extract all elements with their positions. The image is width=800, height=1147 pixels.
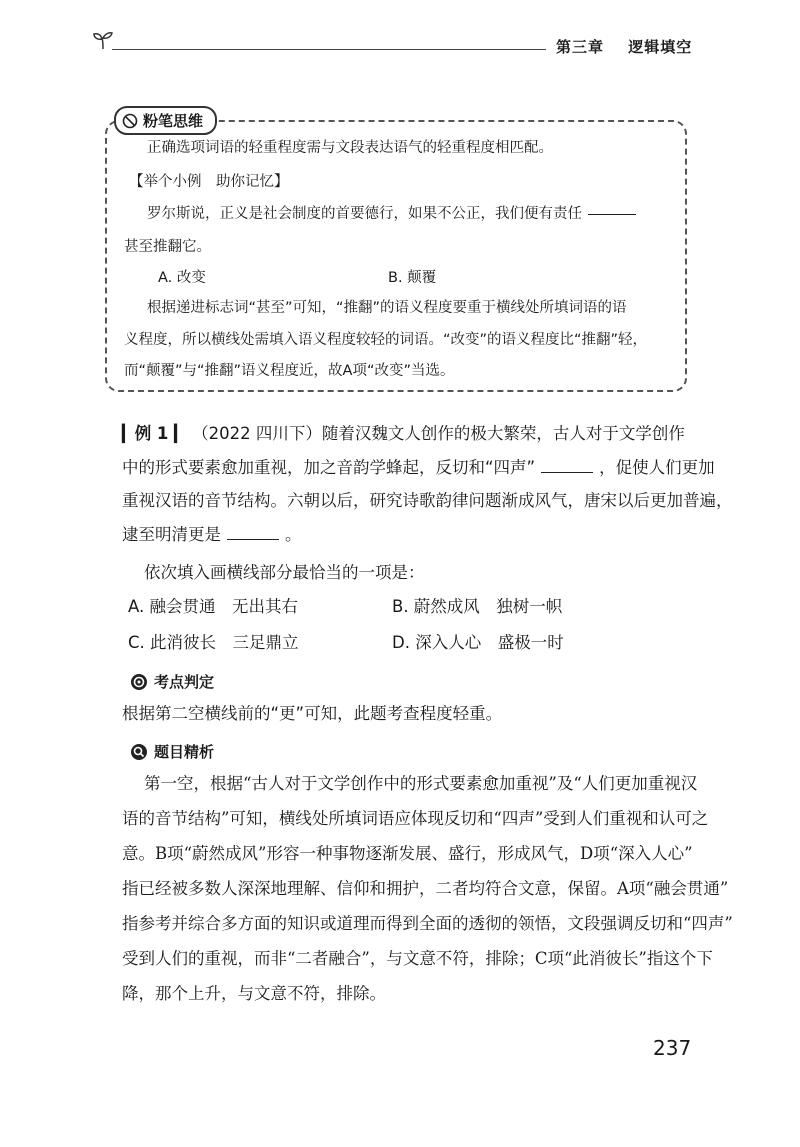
example-line3: 重视汉语的音节结构。六朝以后，研究诗歌韵律问题渐成风气，唐宋以后更加普遍， [122,491,733,510]
example-line2 [122,460,715,477]
option-d: D. 深入人心 盛极一时 [392,633,564,652]
tip-option-a: A. 改变 [158,270,206,286]
analysis-line: 指已经被多数人深深地理解、信仰和拥护，二者均符合文意，保留。A项“融会贯通” [122,879,729,898]
tip-question-line1 [147,207,636,222]
analysis-title: 题目精析 [154,743,215,761]
example-marker: ▎例 1 ▎ [122,424,187,443]
answer-blank [588,213,636,215]
example-source: （2022 四川下） [192,424,322,443]
tip-question-line2: 甚至推翻它。 [124,239,211,255]
option-c: C. 此消彼长 三足鼎立 [128,633,299,652]
example-text2a: 中的形式要素愈加重视，加之音韵学蜂起，反切和“四声” [122,458,536,477]
example-text1: 随着汉魏文人创作的极大繁荣，古人对于文学创作 [321,424,685,443]
example-text2b: ，促使人们更加 [599,458,715,477]
target-icon [130,673,148,691]
tip-tag-label: 粉笔思维 [143,112,204,130]
tip-explanation-line1: 根据递进标志词“甚至”可知，“推翻”的语义程度要重于横线处所填词语的语 [147,300,627,316]
option-b: B. 蔚然成风 独树一帜 [392,597,563,616]
tip-explanation-line3: 而“颠覆”与“推翻”语义程度近，故A项“改变”当选。 [124,363,455,379]
chapter-label: 第三章 [556,38,605,56]
example-prompt: 依次填入画横线部分最恰当的一项是： [144,563,425,582]
example-line1 [122,426,685,443]
page-number: 237 [653,1036,692,1060]
ban-icon [122,113,138,129]
judge-text: 根据第二空横线前的“更”可知，此题考查程度轻重。 [122,704,503,723]
analysis-heading [130,741,214,762]
option-a: A. 融会贯通 无出其右 [128,597,298,616]
example-text4a: 逮至明清更是 [122,525,221,544]
tip-option-b: B. 颠覆 [388,270,437,286]
example-blank-2 [227,539,279,540]
tip-question-text: 罗尔斯说，正义是社会制度的首要德行，如果不公正，我们便有责任 [147,206,582,222]
tip-explanation-line2: 义程度，所以横线处需填入语义程度较轻的词语。“改变”的语义程度比“推翻”轻， [124,332,648,348]
example-line4 [122,527,302,544]
running-header [556,36,692,57]
analysis-line: 第一空，根据“古人对于文学创作中的形式要素愈加重视”及“人们更加重视汉 [144,774,698,793]
example-blank-1 [541,472,593,473]
tip-rule: 正确选项词语的轻重程度需与文段表达语气的轻重程度相匹配。 [147,140,553,156]
header-rule [112,49,546,50]
analysis-line: 语的音节结构”可知，横线处所填词语应体现反切和“四声”受到人们重视和认可之 [122,809,709,828]
analysis-line: 意。B项“蔚然成风”形容一种事物逐渐发展、盛行，形成风气，D项“深入人心” [122,844,693,863]
sprout-icon [92,30,114,50]
analysis-icon [130,743,148,761]
section-label: 逻辑填空 [628,38,693,56]
analysis-line: 指参考并综合多方面的知识或道理而得到全面的透彻的领悟，文段强调反切和“四声” [122,914,733,933]
example-text4b: 。 [285,525,302,544]
analysis-line: 降，那个上升，与文意不符，排除。 [122,984,386,1003]
judge-title: 考点判定 [154,673,215,691]
judge-heading [130,671,214,692]
tip-example-label: 【举个小例 助你记忆】 [129,174,289,190]
tip-tag [114,106,217,135]
tip-box [105,120,687,392]
analysis-line: 受到人们的重视，而非“二者融合”，与文意不符，排除；C项“此消彼长”指这个下 [122,949,713,968]
